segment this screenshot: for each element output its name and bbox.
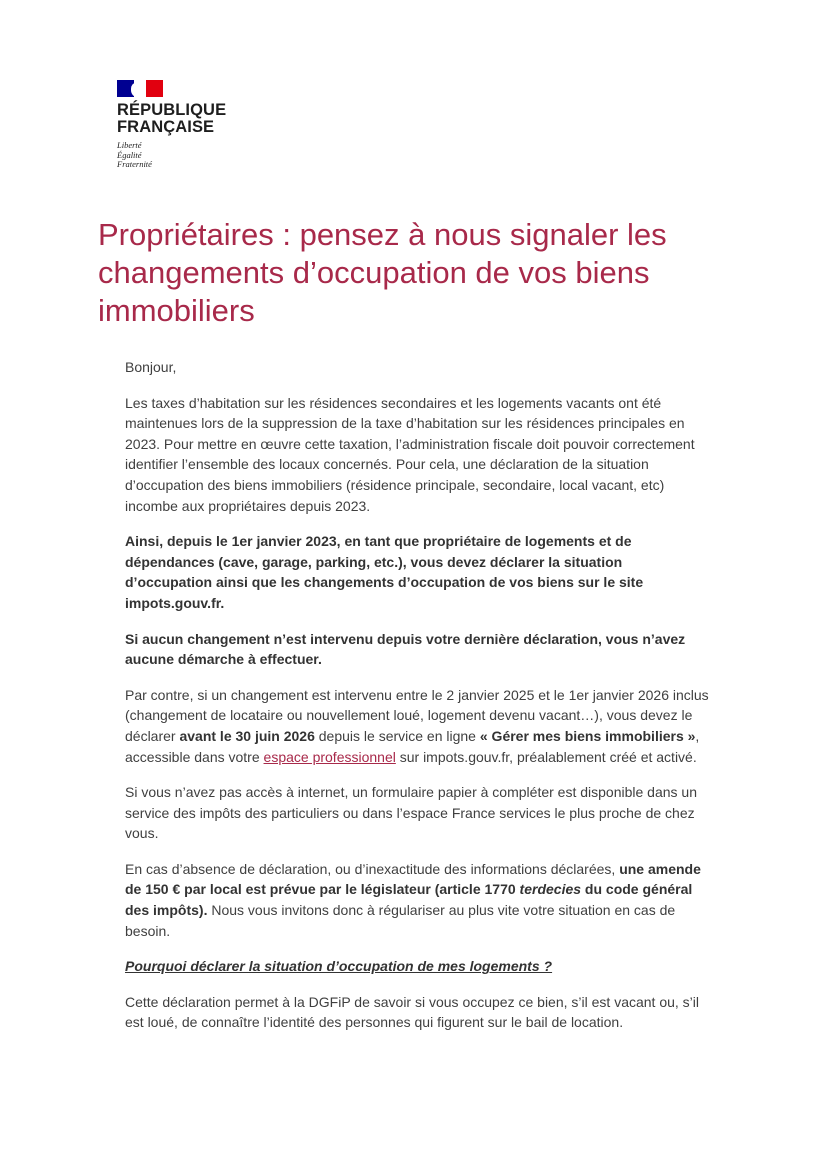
paragraph-penalty bbox=[125, 859, 710, 941]
flag-red-band bbox=[146, 80, 163, 97]
penalty-text-2: Nous vous invitons donc à régulariser au plus vite votre situation en cas de besoin. bbox=[125, 902, 676, 939]
no-change-text: Si aucun changement n’est intervenu depuis votre dernière déclaration, vous n’avez aucune démarche à effectuer. bbox=[125, 630, 686, 668]
devise-egalite: Égalité bbox=[117, 149, 142, 160]
paragraph-context: Les taxes d’habitation sur les résidences secondaires et les logements vacants ont été maintenues lors de la suppression de la taxe d’habitation sur les résidences principales en 2023. Pour mettre en œuvre cette taxation, l’administration fiscale doit pouvoir correctement identifier l’ensemble des locaux concernés. Pour cela, une déclaration de la situation d’occupation des biens immobiliers (résidence principale, secondaire, local vacant, etc) incombe aux propriétaires depuis 2023. bbox=[125, 394, 695, 514]
deadline-date: avant le 30 juin 2026 bbox=[179, 727, 315, 744]
espace-professionnel-link[interactable]: espace professionnel bbox=[263, 748, 396, 765]
deadline-text-1: Par contre, si un changement est intervenu entre le 2 janvier 2025 et le 1er janvier 2026 inclus (changement de locataire ou nouvellement loué, logement devenu vacant…), vous devez le déclarer bbox=[125, 686, 709, 744]
marianne-flag-icon bbox=[117, 80, 163, 97]
deadline-text-2: depuis le service en ligne bbox=[314, 727, 480, 744]
devise-liberte: Liberté bbox=[117, 140, 142, 150]
paragraph-obligation bbox=[125, 531, 710, 613]
document-title: Propriétaires : pensez à nous signaler les changements d’occupation de vos biens immobiliers bbox=[98, 217, 667, 328]
penalty-amount-1: une amende de 150 € par local est prévue par le législateur (article 1770 bbox=[125, 860, 701, 898]
greeting: Bonjour, bbox=[125, 359, 177, 375]
service-name: « Gérer mes biens immobiliers » bbox=[479, 727, 696, 744]
logo-wordmark bbox=[117, 102, 237, 136]
document-body bbox=[125, 357, 710, 1048]
deadline-text-4: sur impots.gouv.fr, préalablement créé et activé. bbox=[395, 748, 697, 765]
deadline-text-3: , accessible dans votre bbox=[125, 727, 700, 765]
paragraph-no-change bbox=[125, 629, 710, 670]
paragraph-paper-form: Si vous n’avez pas accès à internet, un formulaire papier à compléter est disponible dans un service des impôts des particuliers ou dans l’espace France services le plus proche de chez vous. bbox=[125, 784, 697, 842]
paragraph-purpose: Cette déclaration permet à la DGFiP de savoir si vous occupez ce bien, s’il est vacant ou, s’il est loué, de connaître l’identité des personnes qui figurent sur le bail de location. bbox=[125, 993, 700, 1031]
penalty-amount-2: du code général des impôts). bbox=[125, 881, 693, 919]
logo-line-2: FRANÇAISE bbox=[117, 118, 215, 136]
devise-fraternite: Fraternité bbox=[117, 159, 152, 169]
republique-francaise-logo bbox=[117, 80, 237, 170]
penalty-text-1: En cas d’absence de déclaration, ou d’inexactitude des informations déclarées, bbox=[125, 860, 620, 877]
logo-devise bbox=[117, 141, 237, 170]
penalty-terdecies: terdecies bbox=[519, 881, 582, 898]
flag-white-band bbox=[134, 80, 146, 97]
obligation-text: Ainsi, depuis le 1er janvier 2023, en tant que propriétaire de logements et de dépendances (cave, garage, parking, etc.), vous devez déclarer la situation d’occupation ainsi que les changements d’occupation de vos biens sur le site impots.gouv.fr. bbox=[125, 533, 644, 611]
paragraph-deadline bbox=[125, 685, 710, 767]
logo-line-1: RÉPUBLIQUE bbox=[117, 101, 227, 119]
section-subheading: Pourquoi déclarer la situation d’occupation de mes logements ? bbox=[125, 958, 553, 975]
